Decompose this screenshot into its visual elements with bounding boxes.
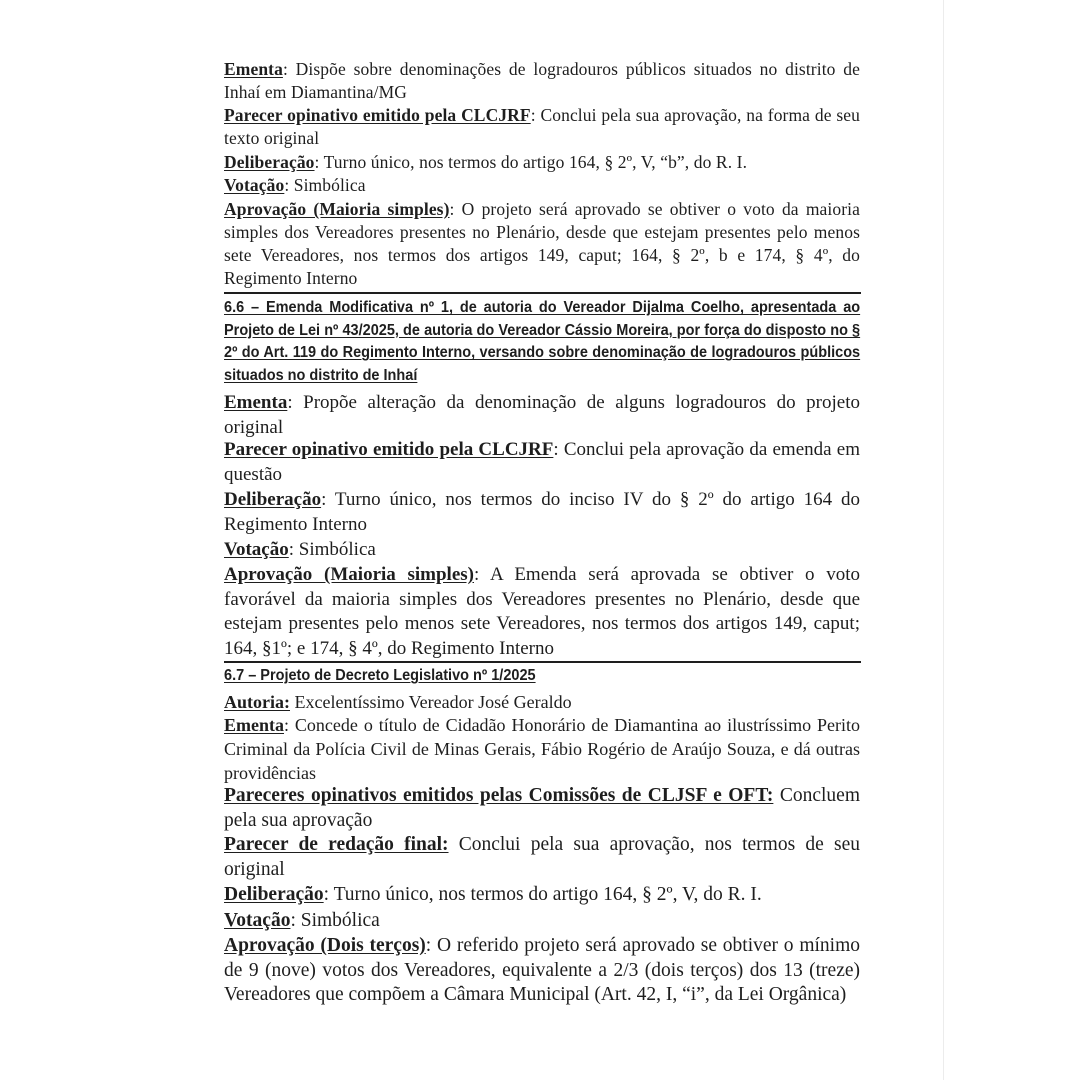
parecer-text: : Conclui pela aprovação da emenda em questão (224, 439, 860, 485)
item-deliberacao (224, 151, 860, 174)
votacao-text: : Simbólica (284, 175, 366, 195)
ementa-text: : Concede o título de Cidadão Honorário de Diamantina ao ilustríssimo Perito Criminal da Polícia Civil de Minas Gerais, Fábio Rogério de Araújo Souza, e dá outras providências (224, 715, 860, 783)
aprovacao-label: Aprovação (Dois terços) (224, 935, 426, 956)
item-parecer (224, 438, 860, 487)
section-divider (224, 661, 861, 663)
section-heading-6-7: 6.7 – Projeto de Decreto Legislativo nº 1/2025 (224, 667, 536, 684)
aprovacao-text: : A Emenda será aprovada se obtiver o voto favorável da maioria simples dos Vereadores presentes no Plenário, desde que estejam presentes pelo menos sete Vereadores, nos termos dos artigos 149, caput; 164, §1º; e 174, § 4º, do Regimento Interno (224, 564, 861, 659)
deliberacao-label: Deliberação (224, 884, 324, 905)
deliberacao-text: : Turno único, nos termos do inciso IV do § 2º do artigo 164 do Regimento Interno (224, 489, 860, 535)
ementa-label: Ementa (224, 715, 284, 735)
section-divider (224, 292, 861, 294)
redacao-label: Parecer de redação final: (224, 834, 449, 855)
item-aprovacao (224, 934, 860, 1008)
pareceres-text: Concluem pela sua aprovação (224, 785, 861, 831)
deliberacao-text: : Turno único, nos termos do artigo 164, § 2º, V, do R. I. (323, 884, 762, 905)
item-pareceres (224, 784, 860, 833)
ementa-label: Ementa (224, 59, 283, 79)
item-ementa (224, 58, 860, 104)
redacao-text: Conclui pela sua aprovação, nos termos de seu original (224, 834, 860, 880)
item-deliberacao (224, 488, 860, 537)
votacao-text: : Simbólica (290, 910, 380, 931)
autoria-text: Excelentíssimo Vereador José Geraldo (290, 692, 572, 712)
aprovacao-text: : O referido projeto será aprovado se obtiver o mínimo de 9 (nove) votos dos Vereadores, equivalente a 2/3 (dois terços) dos 13 (treze) Vereadores que compõem a Câmara Municipal (Art. 42, I, “i”, da Lei Orgânica) (224, 935, 860, 1005)
votacao-text: : Simbólica (288, 539, 376, 560)
votacao-label: Votação (224, 539, 289, 560)
pareceres-label: Pareceres opinativos emitidos pelas Comissões de CLJSF e OFT: (224, 785, 774, 806)
deliberacao-label: Deliberação (224, 489, 322, 510)
parecer-label: Parecer opinativo emitido pela CLCJRF (224, 439, 554, 460)
ementa-text: : Propõe alteração da denominação de alguns logradouros do projeto original (224, 392, 860, 438)
item-aprovacao (224, 563, 860, 661)
deliberacao-text: : Turno único, nos termos do artigo 164, § 2º, V, “b”, do R. I. (314, 152, 748, 172)
item-autoria (224, 690, 860, 714)
ementa-label: Ementa (224, 392, 288, 413)
deliberacao-label: Deliberação (224, 152, 315, 172)
item-votacao (224, 538, 860, 563)
page-edge-shadow (943, 0, 944, 1080)
item-redacao-final (224, 833, 860, 882)
parecer-text: : Conclui pela sua aprovação, na forma de seu texto original (224, 105, 860, 148)
item-deliberacao (224, 883, 860, 908)
section-heading-6-6: 6.6 – Emenda Modificativa nº 1, de autoria do Vereador Dijalma Coelho, apresentada ao Projeto de Lei nº 43/2025, de autoria do Vereador Cássio Moreira, por força do disposto no § 2º do Art. 119 do Regimento Interno, versando sobre denominação de logradouros públicos situados no distrito de Inhaí (224, 299, 861, 384)
item-ementa (224, 713, 860, 785)
aprovacao-label: Aprovação (Maioria simples) (224, 199, 450, 219)
votacao-label: Votação (224, 910, 291, 931)
autoria-label: Autoria: (224, 692, 290, 712)
votacao-label: Votação (224, 175, 285, 195)
item-aprovacao (224, 198, 860, 290)
item-votacao (224, 174, 860, 197)
item-votacao (224, 909, 860, 934)
aprovacao-text: : O projeto será aprovado se obtiver o voto da maioria simples dos Vereadores presentes no Plenário, desde que estejam presentes pelo menos sete Vereadores, nos termos dos artigos 149, caput; 164, § 2º, b e 174, § 4º, do Regimento Interno (224, 199, 860, 288)
aprovacao-label: Aprovação (Maioria simples) (224, 564, 474, 585)
ementa-text: : Dispõe sobre denominações de logradouros públicos situados no distrito de Inhaí em Diamantina/MG (224, 59, 860, 102)
parecer-label: Parecer opinativo emitido pela CLCJRF (224, 105, 531, 125)
item-parecer (224, 104, 860, 150)
item-ementa (224, 391, 860, 440)
